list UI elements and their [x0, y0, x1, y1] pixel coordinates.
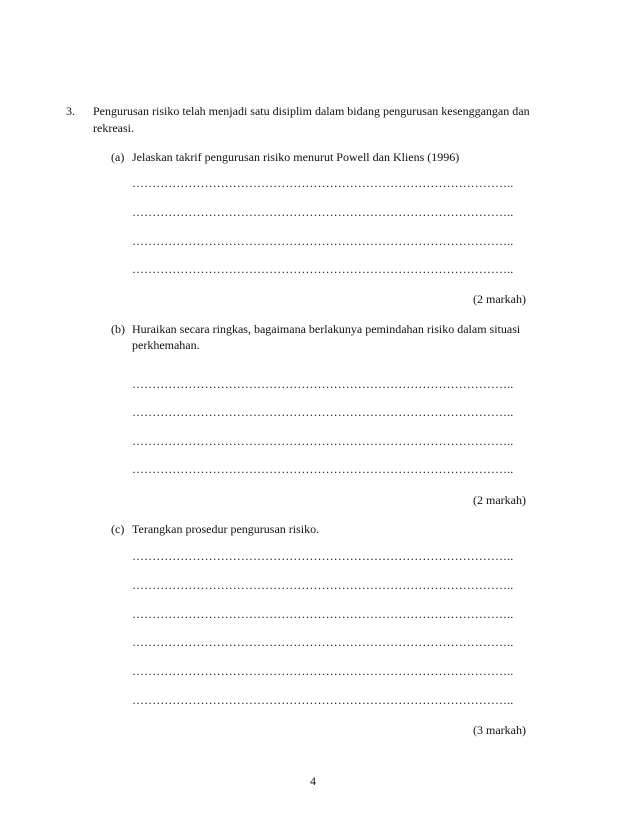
answer-line: ………………………………………………………………………………….. [132, 693, 514, 707]
part-c-prompt: Terangkan prosedur pengurusan risiko. [132, 522, 320, 536]
part-a-marks: (2 markah) [473, 292, 526, 306]
answer-line: ………………………………………………………………………………….. [132, 434, 514, 448]
question-stem-line-2: rekreasi. [93, 121, 134, 135]
answer-line: ………………………………………………………………………………….. [132, 205, 514, 219]
answer-line: ………………………………………………………………………………….. [132, 635, 514, 649]
question-stem-line-1: Pengurusan risiko telah menjadi satu disiplim dalam bidang pengurusan kesenggangan dan [93, 104, 530, 118]
part-b-prompt-line-2: perkhemahan. [132, 338, 200, 352]
answer-line: ………………………………………………………………………………….. [132, 664, 514, 678]
answer-line: ………………………………………………………………………………….. [132, 377, 514, 391]
answer-line: ………………………………………………………………………………….. [132, 176, 514, 190]
part-a-prompt: Jelaskan takrif pengurusan risiko menurut Powell dan Kliens (1996) [132, 150, 460, 164]
part-b-marks: (2 markah) [473, 493, 526, 507]
answer-line: ………………………………………………………………………………….. [132, 462, 514, 476]
answer-line: ………………………………………………………………………………….. [132, 262, 514, 276]
part-c-marks: (3 markah) [473, 723, 526, 737]
answer-line: ………………………………………………………………………………….. [132, 405, 514, 419]
part-a-label: (a) [111, 150, 125, 164]
answer-line: ………………………………………………………………………………….. [132, 234, 514, 248]
part-c-label: (c) [111, 522, 125, 536]
answer-line: ………………………………………………………………………………….. [132, 578, 514, 592]
answer-line: ………………………………………………………………………………….. [132, 549, 514, 563]
part-b-prompt-line-1: Huraikan secara ringkas, bagaimana berlakunya pemindahan risiko dalam situasi [132, 322, 521, 336]
part-b-label: (b) [111, 322, 125, 336]
question-number: 3. [66, 104, 75, 118]
page-number: 4 [310, 774, 316, 788]
answer-line: ………………………………………………………………………………….. [132, 607, 514, 621]
